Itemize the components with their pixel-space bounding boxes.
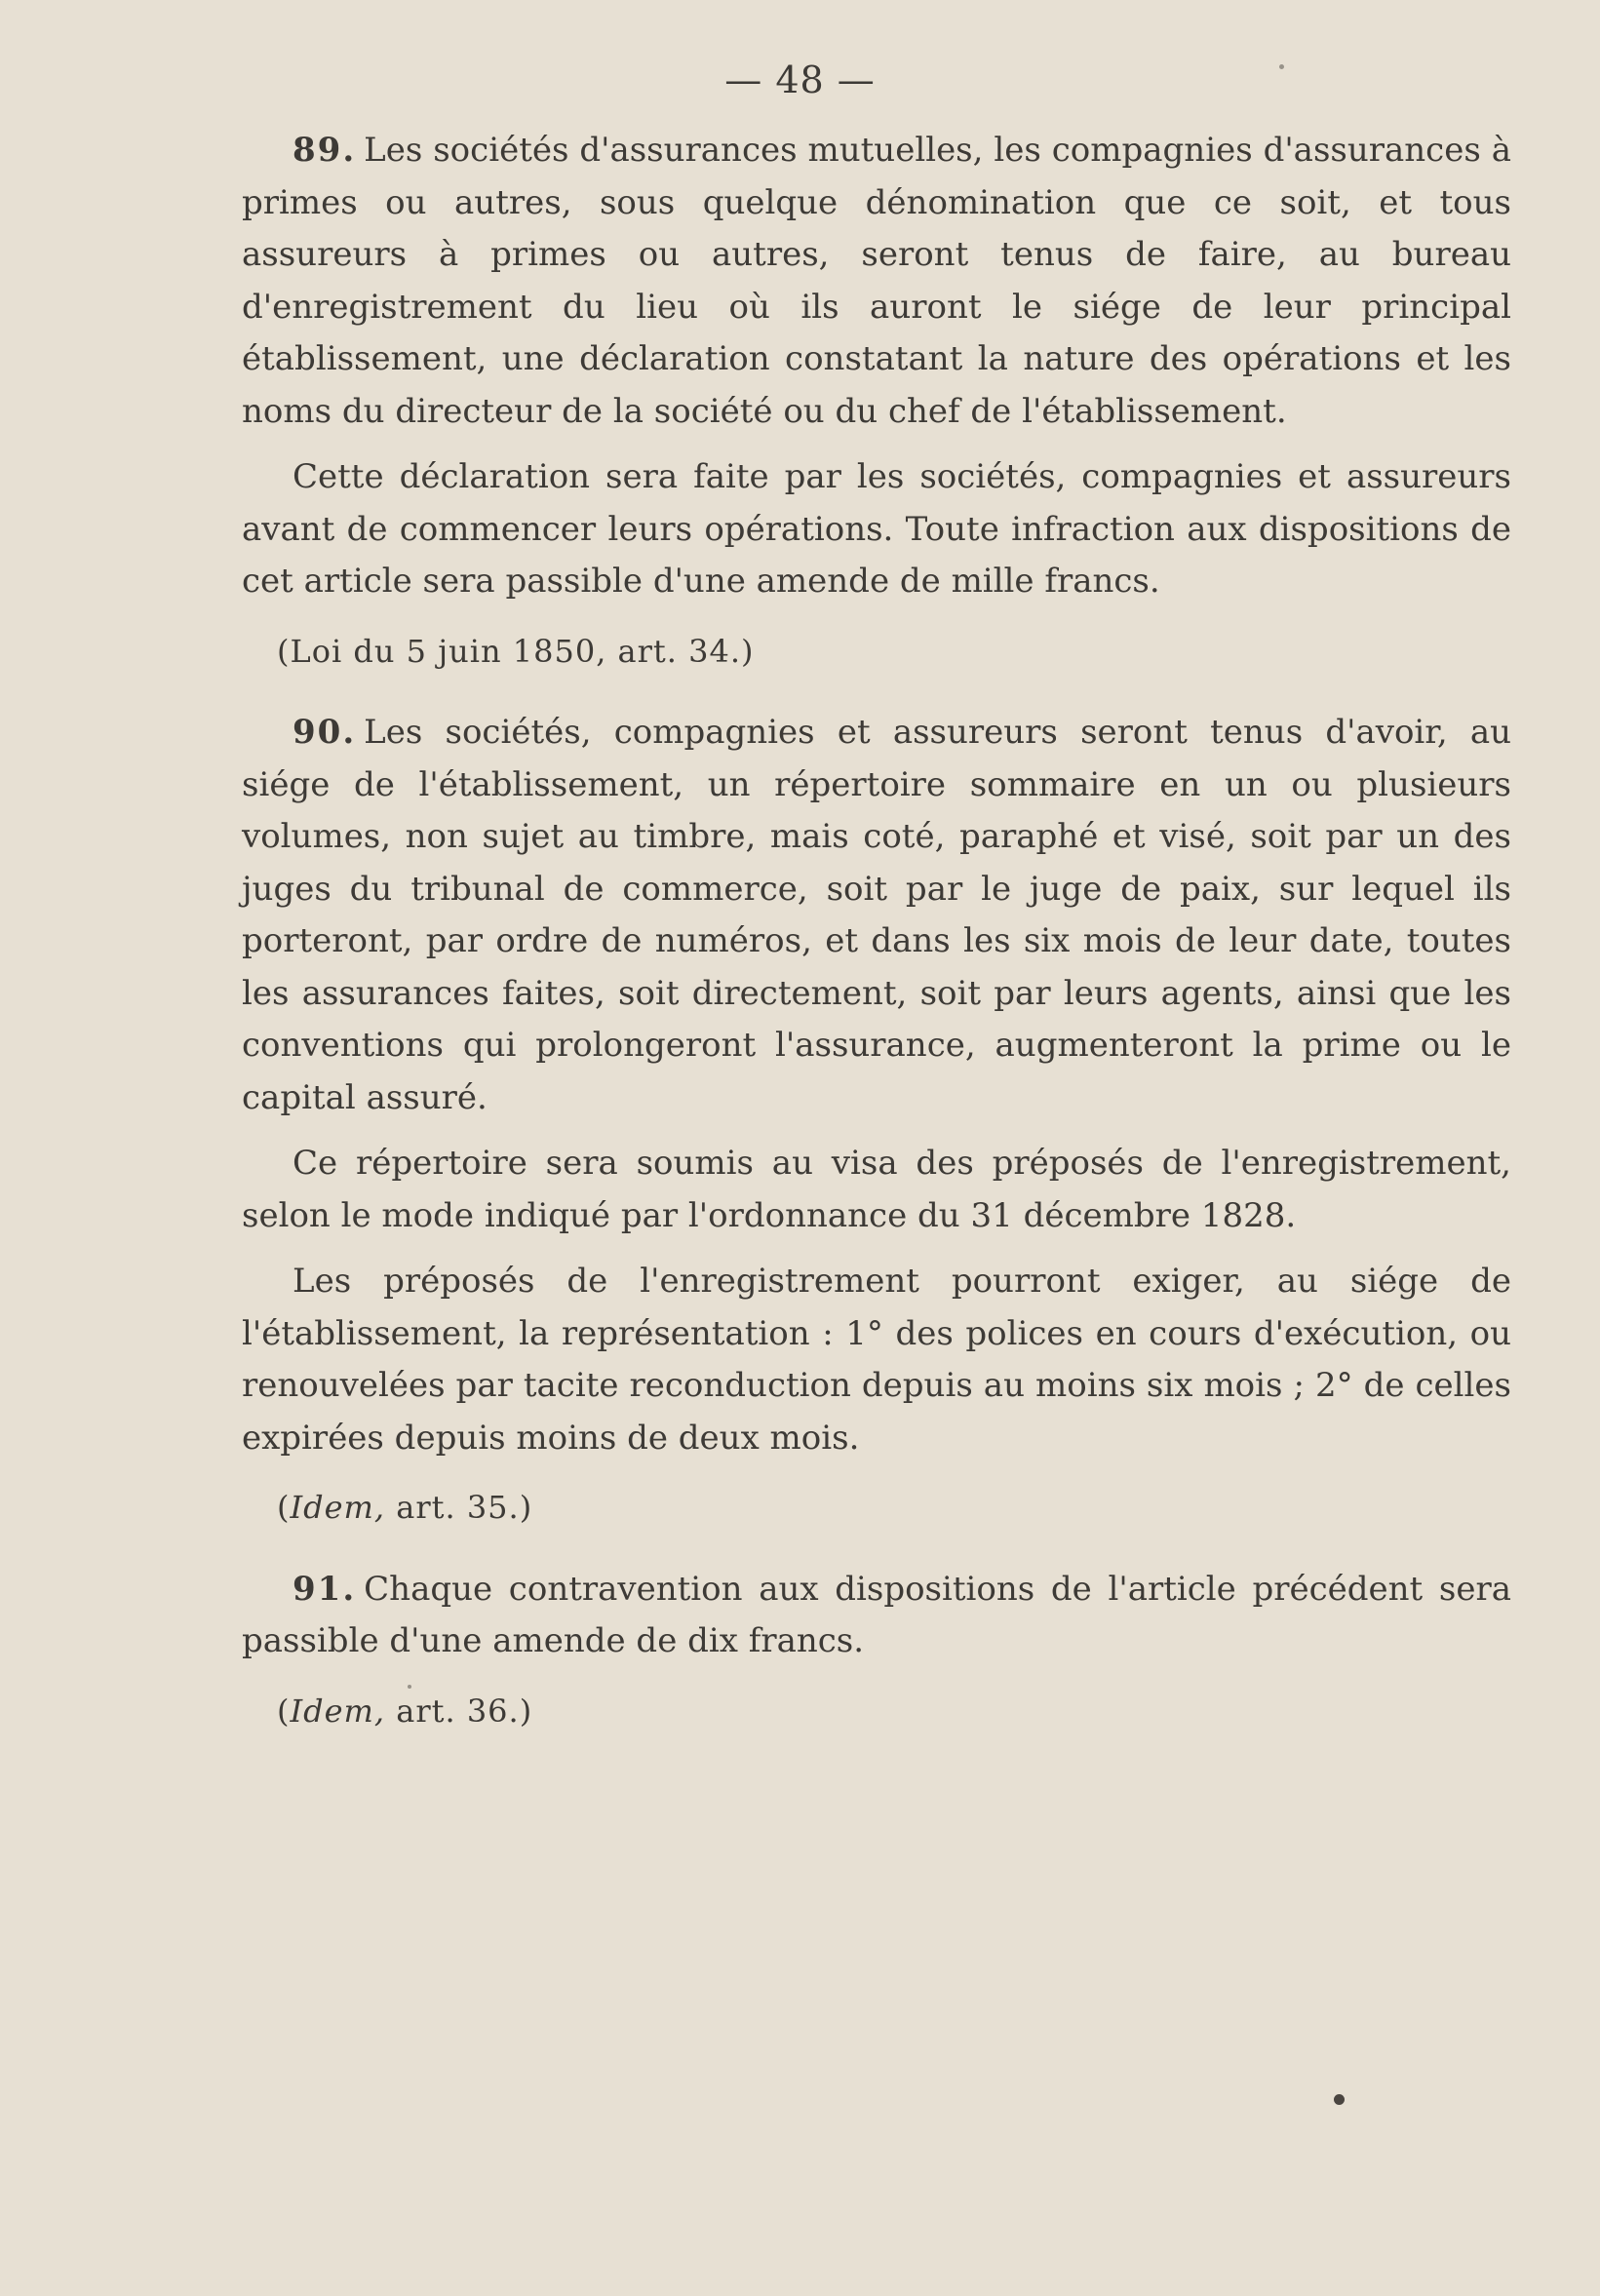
article-89 xyxy=(242,125,1511,678)
citation-open-paren: ( xyxy=(277,1489,291,1526)
article-91 xyxy=(242,1564,1511,1738)
citation-close-paren: ) xyxy=(519,1489,533,1526)
ink-speck xyxy=(408,1685,411,1689)
citation-close-paren: ) xyxy=(519,1692,533,1730)
paragraph-text: Les sociétés d'assurances mutuelles, les compagnies d'assurances à primes ou autres, sous quelque dénomination que ce soit, et tous assureurs à primes ou autres, seront tenus de faire, au bureau d'enregistrement du lieu où ils auront le siége de leur principal établissement, une déclaration constatant la nature des opérations et les noms du directeur de la société ou du chef de l'établissement. xyxy=(242,131,1511,431)
paragraph-text: Les sociétés, compagnies et assureurs seront tenus d'avoir, au siége de l'établissement, un répertoire sommaire en un ou plusieurs volumes, non sujet au timbre, mais coté, paraphé et visé, soit par un des juges du tribunal de commerce, soit par le juge de paix, sur lequel ils porteront, par ordre de numéros, et dans les six mois de leur date, toutes les assurances faites, soit directement, soit par leurs agents, ainsi que les conventions qui prolongeront l'assurance, augmenteront la prime ou le capital assuré. xyxy=(242,713,1511,1117)
citation-close-paren: ) xyxy=(741,632,755,670)
article-paragraph: Cette déclaration sera faite par les sociétés, compagnies et assureurs avant de commencer leurs opérations. Toute infraction aux dispositions de cet article sera passible d'une amende de mille francs. xyxy=(242,457,1511,601)
text-block xyxy=(242,125,1511,1767)
article-paragraph: Ce répertoire sera soumis au visa des préposés de l'enregistrement, selon le mode indiqué par l'ordonnance du 31 décembre 1828. xyxy=(242,1144,1511,1235)
article-number: 91. xyxy=(293,1569,357,1609)
citation-source: art. 36. xyxy=(385,1692,520,1730)
article-90 xyxy=(242,707,1511,1535)
legal-citation xyxy=(277,1482,1511,1535)
article-paragraph: Les préposés de l'enregistrement pourront exiger, au siége de l'établissement, la représentation : 1° des polices en cours d'exécution, ou renouvelées par tacite reconduction depuis au moins six mois ; 2° de celles expirées depuis moins de deux mois. xyxy=(242,1262,1511,1458)
ink-speck xyxy=(1279,64,1284,69)
citation-idem: Idem, xyxy=(290,1692,386,1730)
article-paragraph xyxy=(242,707,1511,1124)
article-paragraph xyxy=(242,1564,1511,1668)
page-number: — 48 — xyxy=(724,58,876,101)
ink-speck xyxy=(1334,2094,1345,2105)
citation-open-paren: ( xyxy=(277,1692,291,1730)
article-paragraph xyxy=(242,125,1511,438)
paragraph-text: Chaque contravention aux dispositions de l'article précédent sera passible d'une amende de dix francs. xyxy=(242,1569,1511,1660)
legal-citation xyxy=(277,1686,1511,1738)
article-number: 90. xyxy=(293,713,357,752)
citation-source: Loi du 5 juin 1850, art. 34. xyxy=(290,632,741,670)
legal-citation xyxy=(277,626,1511,679)
citation-source: art. 35. xyxy=(385,1489,520,1526)
citation-open-paren: ( xyxy=(277,632,291,670)
citation-idem: Idem, xyxy=(290,1489,386,1526)
article-number: 89. xyxy=(293,131,357,170)
